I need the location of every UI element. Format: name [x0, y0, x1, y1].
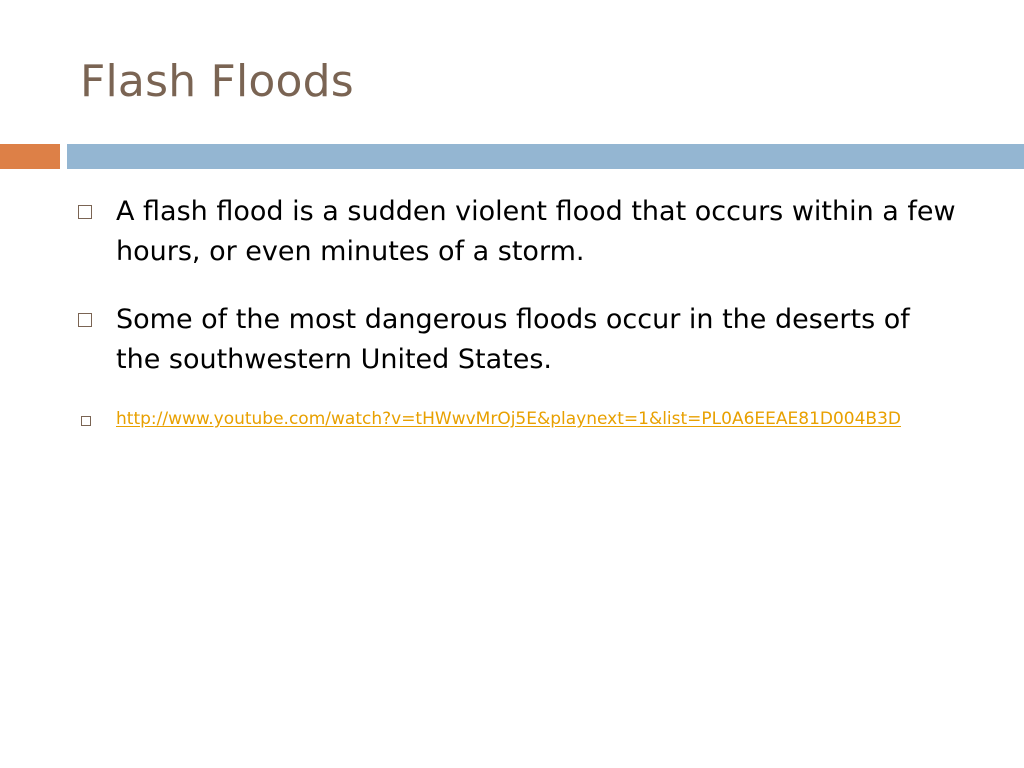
- title-accent-bar-blue: [67, 144, 1024, 169]
- hollow-square-bullet-icon: [81, 416, 91, 426]
- bullet-text: A flash flood is a sudden violent flood that occurs within a few hours, or even minutes of a storm.: [116, 196, 956, 267]
- hollow-square-bullet-icon: [78, 205, 92, 219]
- bullet-link-wrapper: [116, 405, 958, 433]
- hollow-square-bullet-icon: [78, 313, 92, 327]
- title-accent-bar-orange: [0, 144, 60, 169]
- bullet-item-link: [78, 405, 958, 433]
- slide-title: Flash Floods: [80, 56, 354, 107]
- bullet-item: [78, 192, 958, 272]
- youtube-video-link[interactable]: http://www.youtube.com/watch?v=tHWwvMrOj5E&playnext=1&list=PL0A6EEAE81D004B3D: [116, 409, 901, 429]
- bullet-text: Some of the most dangerous floods occur in the deserts of the southwestern United States.: [116, 304, 910, 375]
- bullet-item: [78, 300, 958, 380]
